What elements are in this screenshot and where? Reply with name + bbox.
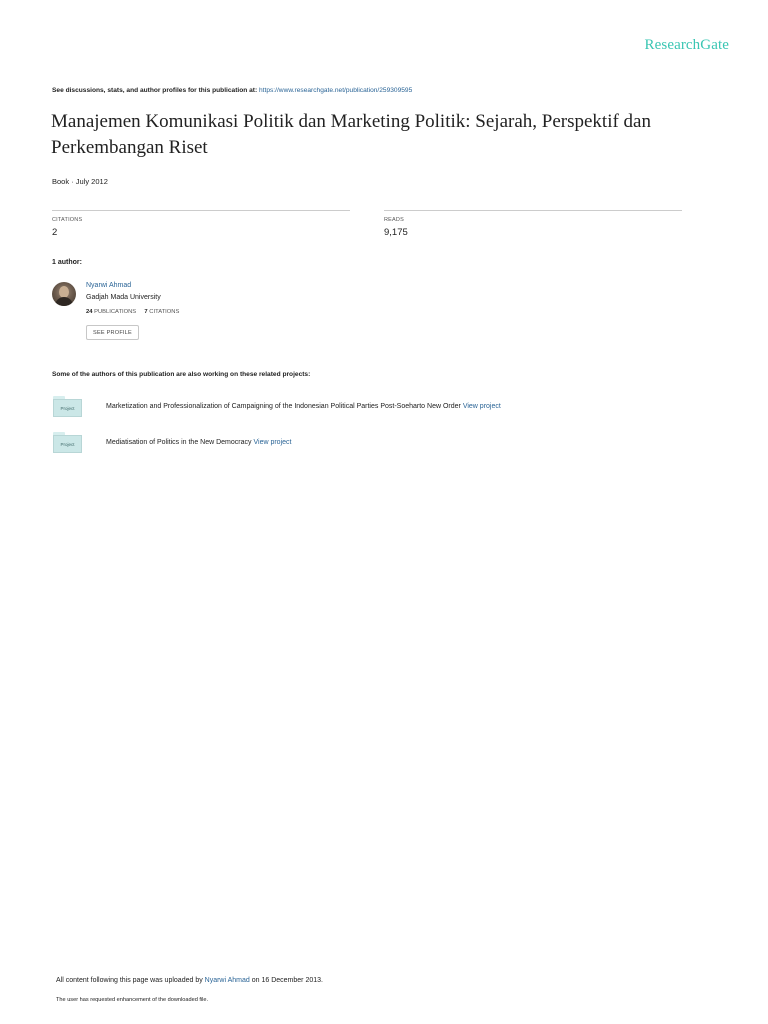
reads-label: READS — [384, 217, 404, 223]
author-name-link[interactable]: Nyarwi Ahmad — [86, 282, 132, 289]
project-folder-icon[interactable] — [52, 396, 83, 418]
publication-meta: Book · July 2012 — [52, 177, 108, 186]
author-publications-label: PUBLICATIONS — [94, 309, 137, 315]
author-avatar[interactable] — [52, 282, 76, 306]
source-line — [52, 87, 412, 94]
publication-title: Manajemen Komunikasi Politik dan Marketing Politik: Sejarah, Perspektif dan Perkembangan Riset — [51, 111, 651, 158]
project-title: Marketization and Professionalization of Campaigning of the Indonesian Political Parties Post-Soeharto New Order — [106, 403, 461, 410]
author-citations-count: 7 — [144, 309, 148, 315]
author-citations-label: CITATIONS — [149, 309, 180, 315]
citations-value: 2 — [52, 227, 58, 238]
author-publications-count: 24 — [86, 309, 93, 315]
source-prefix: See discussions, stats, and author profiles for this publication at: — [52, 87, 260, 94]
upload-notice — [56, 977, 323, 984]
citations-label: CITATIONS — [52, 217, 83, 223]
reads-stat — [384, 210, 682, 238]
citations-stat — [52, 210, 350, 238]
upload-prefix: All content following this page was uploaded by — [56, 977, 205, 984]
view-project-link[interactable]: View project — [462, 403, 501, 410]
upload-suffix: on 16 December 2013. — [249, 977, 323, 984]
enhancement-note: The user has requested enhancement of the downloaded file. — [56, 997, 209, 1003]
view-project-link[interactable]: View project — [253, 439, 292, 446]
authors-heading: 1 author: — [52, 259, 82, 266]
related-projects-heading: Some of the authors of this publication are also working on these related projects: — [52, 371, 311, 378]
author-institution: Gadjah Mada University — [86, 294, 161, 301]
project-item — [52, 396, 702, 420]
reads-value: 9,175 — [384, 227, 408, 238]
project-item — [52, 432, 702, 456]
project-icon-label: Project — [53, 399, 82, 417]
researchgate-logo[interactable]: ResearchGate — [644, 37, 729, 53]
uploader-link[interactable]: Nyarwi Ahmad — [204, 977, 250, 984]
publication-url-link[interactable]: https://www.researchgate.net/publication/259309595 — [259, 87, 413, 94]
project-icon-label: Project — [53, 435, 82, 453]
project-line — [106, 403, 501, 410]
project-title: Mediatisation of Politics in the New Democracy — [106, 439, 252, 446]
avatar-body-shape — [55, 297, 73, 306]
author-stats — [86, 309, 179, 315]
project-line — [106, 439, 291, 446]
see-profile-button[interactable]: SEE PROFILE — [86, 325, 139, 340]
project-folder-icon[interactable] — [52, 432, 83, 454]
